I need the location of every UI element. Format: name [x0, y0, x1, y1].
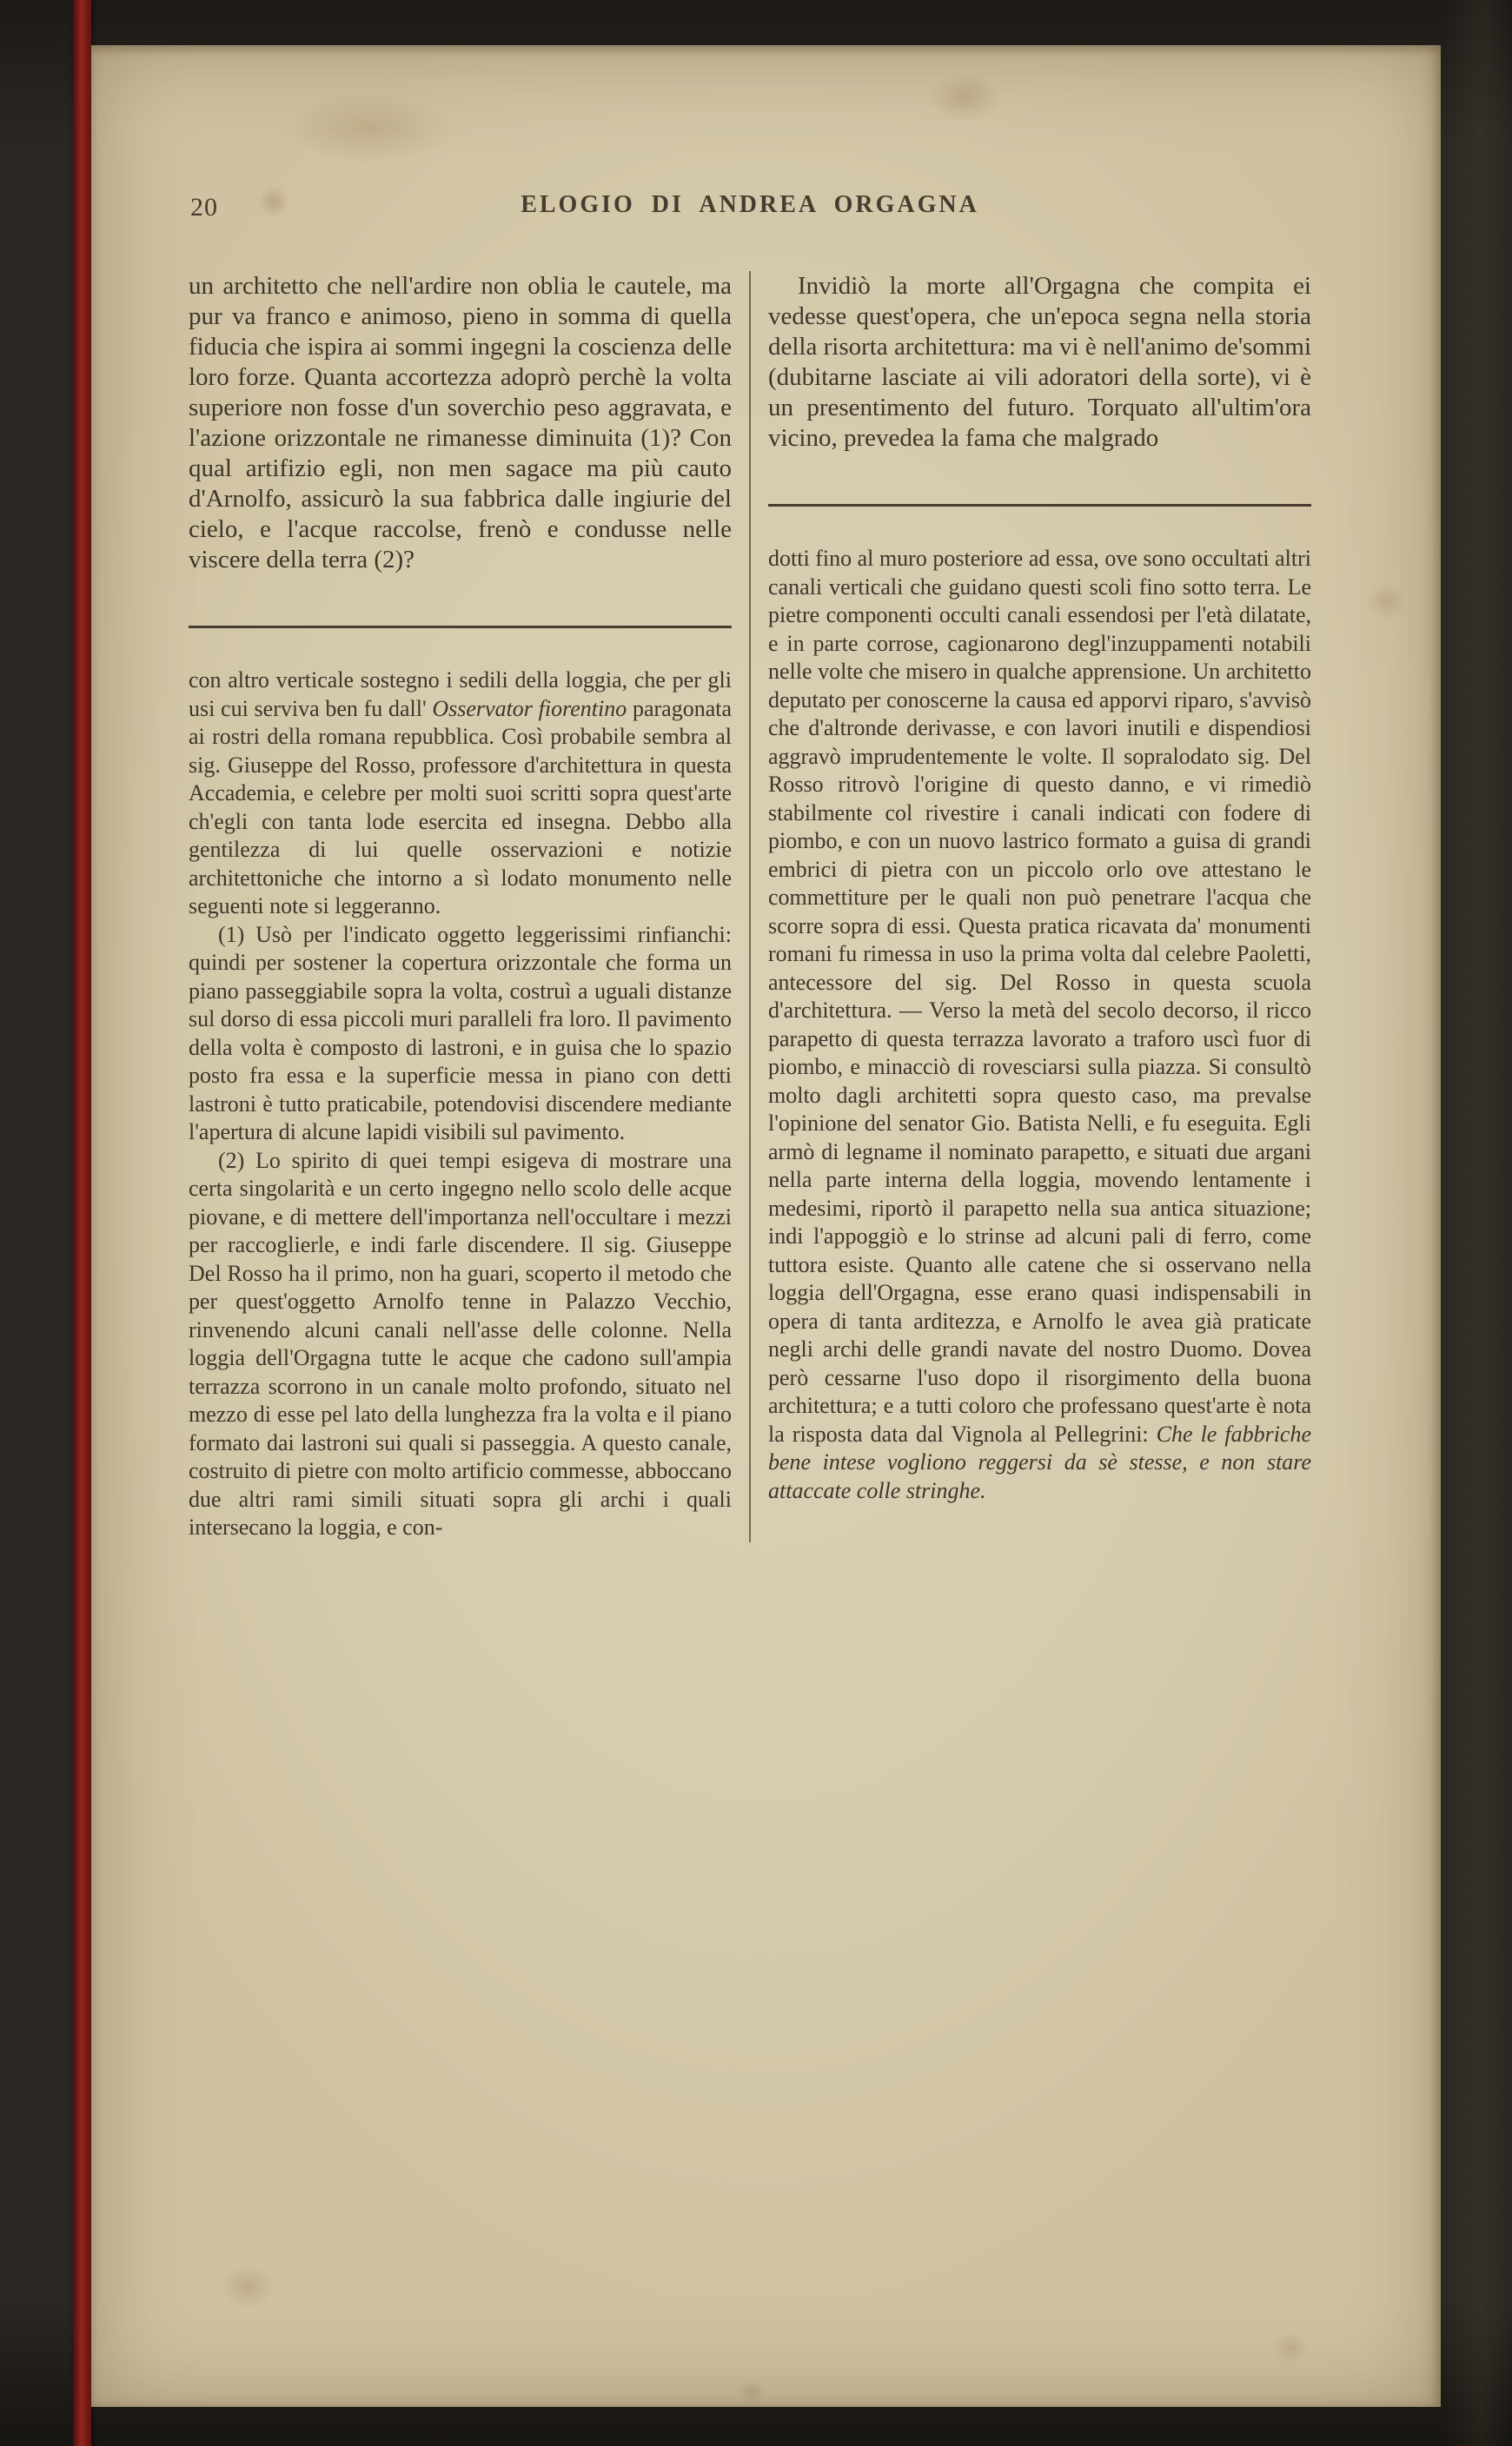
footnote-rule-right: [768, 504, 1311, 507]
left-column: [189, 271, 732, 1542]
footnote-1: (1) Usò per l'indicato oggetto leggerissimi rinfianchi: quindi per sostener la copertura orizzontale che forma un piano passeggiabile sopra la volta, costruì a uguali distanze sul dorso di essa piccoli muri paralleli fra loro. Il pavimento della volta è composto di lastroni, e in guisa che lo spazio posto fra essa e la superficie messa in piano con detti lastroni è tutto praticabile, potendovisi discendere mediante l'apertura di alcune lapidi visibili sul pavimento.: [189, 921, 732, 1144]
footnote-rule-left: [189, 626, 732, 628]
page-number: 20: [190, 193, 218, 222]
right-column: [768, 271, 1311, 1542]
fore-edge-glow: [1442, 0, 1512, 2446]
page-content: [189, 191, 1311, 1542]
right-footnote-text: dotti fino al muro posteriore ad essa, ove sono occultati altri canali verticali che guidano questi scoli fino sotto terra. Le pietre componenti occulti canali essendosi per l'età dilatate, e in parte corrose, cagionarono degl'inzuppamenti notabili nelle volte che misero in qualche apprensione. Un architetto deputato per conoscerne la causa ed apporvi riparo, s'avvisò che d'altronde derivasse, e con lavori inutili e dispendiosi aggravò imprudentemente le volte. Il sopralodato sig. Del Rosso ritrovò l'origine di questo danno, e vi rimediò stabilmente col rivestire i canali indicati con fodere di piombo, e con un nuovo lastrico formato a guisa di grandi embrici di pietra con un piccolo orlo ove attestano le commettiture per le quali non può penetrare l'acqua che scorre sopra di essi. Questa pratica ricavata da' monumenti romani fu rimessa in uso la prima volta dal celebre Paoletti, antecessore del sig. Del Rosso in questa scuola d'architettura. — Verso la metà del secolo decorso, il ricco parapetto di questa terrazza lavorato a traforo uscì fuor di piombo, e minacciò di rovesciarsi sulla piazza. Si consultò molto dagli architetti sopra questo caso, ma prevalse l'opinione del senator Gio. Batista Nelli, e fu eseguita. Egli armò di legname il nominato parapetto, e situati due argani nella parte interna della loggia, movendo lentamente i medesimi, riportò il parapetto nella sua antica situazione; indi l'appoggiò e lo strinse ad alcuni pali di ferro, come tuttora esiste. Quanto alle catene che si osservano nella loggia dell'Orgagna, esse erano quasi indispensabili in opera di tanta arditezza, e Arnolfo le avea già praticate negli archi delle grandi navate del nostro Duomo. Dovea però cessarne l'uso dopo il risorgimento della buona architettura; e a tutti coloro che professano quest'arte è nota la risposta data dal Vignola al Pellegrini:: [768, 546, 1311, 1447]
right-main-text: Invidiò la morte all'Orgagna che compita ei vedesse quest'opera, che un'epoca segna nella storia della risorta architettura: ma vi è nell'animo de'sommi (dubitarne lasciate ai vili adoratori della sorte), vi è un presentimento del futuro. Torquato all'ultim'ora vicino, prevedea la fama che malgrado: [768, 272, 1311, 452]
right-footnote-italic-quote: Che le fabbriche bene intese vogliono reggersi da sè stesse, e non stare attaccate colle stringhe.: [768, 1421, 1312, 1503]
left-main-text: un architetto che nell'ardire non oblia le cautele, ma pur va franco e animoso, pieno in somma di quella fiducia che ispira ai sommi ingegni la coscienza delle loro forze. Quanta accortezza adoprò perchè la volta superiore non fosse d'un soverchio peso aggravata, e l'azione orizzontale ne rimanesse diminuita (1)? Con qual artifizio egli, non men sagace ma più cauto d'Arnolfo, assicurò la sua fabbrica dalle ingiurie del cielo, e l'acque raccolse, frenò e condusse nelle viscere della terra (2)?: [189, 272, 732, 573]
column-divider-rule: [749, 271, 751, 1542]
running-header: [189, 191, 1311, 226]
running-title: ELOGIO DI ANDREA ORGAGNA: [521, 191, 979, 218]
footnote-2: (2) Lo spirito di quei tempi esigeva di mostrare una certa singolarità e un certo ingegno nello scolo delle acque piovane, e di mettere dell'importanza nell'occultare i mezzi per raccoglierle, e indi farle discendere. Il sig. Giuseppe Del Rosso ha il primo, non ha guari, scoperto il metodo che per quest'oggetto Arnolfo tenne in Palazzo Vecchio, rinvenendo alcuni canali nell'asse delle colonne. Nella loggia dell'Orgagna tutte le acque che cadono sull'ampia terrazza scorrono in un canale molto profondo, situato nel mezzo di esse pel lato della lunghezza fra la volta e il piano formato dai lastroni sui quali si passeggia. A questo canale, costruito di pietre con molto artificio commesse, abboccano due altri rami simili situati sopra gli archi i quali intersecano la loggia, e con-: [189, 1147, 732, 1540]
left-footnote-continuation-text-2: paragonata ai rostri della romana repubblica. Così probabile sembra al sig. Giuseppe del Rosso, professore d'architettura in questa Accademia, e celebre per molti suoi scritti sopra quest'arte ch'egli con tanta lode esercita ed insegna. Debbo alla gentilezza di lui quelle osservazioni e notizie architettoniche che intorno a sì lodato monumento nelle seguenti note si leggeranno.: [189, 695, 732, 918]
book-binding-edge: [73, 0, 91, 2446]
left-footnote-italic-title: Osservator fiorentino: [432, 695, 627, 721]
two-column-text-block: [189, 271, 1311, 1542]
right-footnote-continuation: [768, 545, 1311, 1505]
left-footnote-continuation: [189, 666, 732, 921]
book-page-paper: [91, 45, 1441, 2407]
left-footnote-continuation-text: con altro verticale sostegno i sedili della loggia, che per gli usi cui serviva ben fu dall': [189, 667, 732, 721]
